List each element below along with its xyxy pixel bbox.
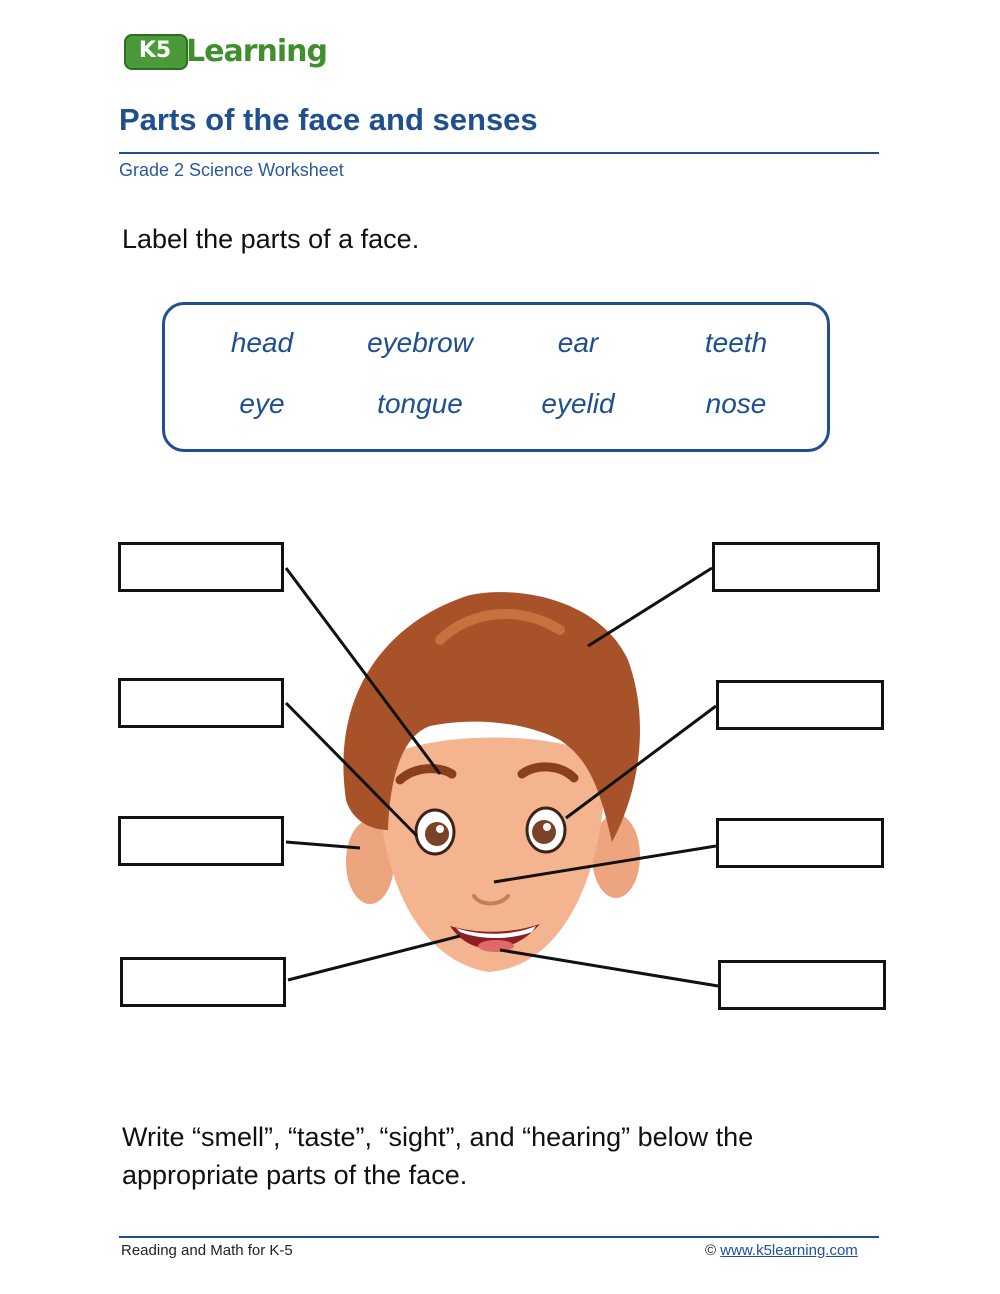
word-bank-item: eyelid (541, 388, 615, 419)
answer-box[interactable] (118, 542, 284, 592)
label-instruction: Label the parts of a face. (122, 224, 420, 254)
word-bank-item: nose (705, 388, 767, 419)
logo-badge-text: K5 (138, 38, 172, 63)
copyright-symbol: © (705, 1242, 717, 1259)
word-bank-item: tongue (377, 388, 463, 419)
left-pupil (425, 822, 449, 846)
footer-link[interactable]: www.k5learning.com (720, 1242, 858, 1259)
left-eye-shine (436, 825, 444, 833)
answer-box[interactable] (716, 818, 884, 868)
word-bank-item: teeth (704, 327, 768, 358)
right-eye-shine (543, 823, 551, 831)
answer-box[interactable] (716, 680, 884, 730)
word-bank-item: eye (239, 388, 285, 419)
leader-line (500, 950, 718, 986)
answer-box[interactable] (118, 816, 284, 866)
answer-box[interactable] (718, 960, 886, 1010)
page-title: Parts of the face and senses (119, 102, 538, 137)
page-subtitle: Grade 2 Science Worksheet (119, 160, 344, 180)
answer-box[interactable] (120, 957, 286, 1007)
answer-box[interactable] (712, 542, 880, 592)
answer-box[interactable] (118, 678, 284, 728)
footer-divider (119, 1236, 879, 1238)
leader-line (588, 568, 712, 646)
footer-copyright (705, 1242, 858, 1259)
word-bank-item: eyebrow (367, 327, 473, 358)
logo-word: Learning (186, 34, 327, 69)
word-bank-item: head (230, 327, 294, 358)
leader-line (288, 936, 460, 980)
senses-instruction: Write “smell”, “taste”, “sight”, and “hearing” below the appropriate parts of the face. (122, 1122, 754, 1190)
footer-tagline: Reading and Math for K-5 (121, 1242, 293, 1259)
word-bank-item: ear (557, 327, 599, 358)
right-pupil (532, 820, 556, 844)
